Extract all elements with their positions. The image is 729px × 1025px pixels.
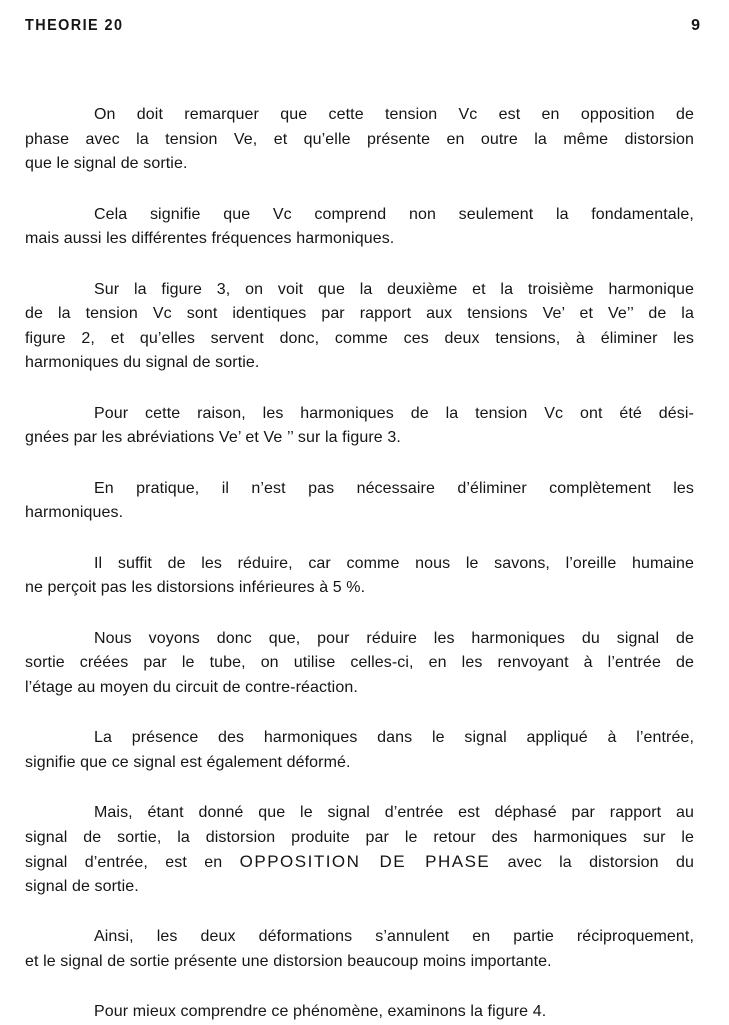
text-line: signal de sortie, la distorsion produite par le retour des harmoniques sur le: [25, 828, 695, 846]
text-line: Mais, étant donné que le signal d’entrée est déphasé par rapport au: [94, 804, 694, 821]
text-line: et le signal de sortie présente une distorsion beaucoup moins importante.: [25, 952, 552, 970]
paragraph: [25, 402, 694, 451]
paragraph: [25, 278, 694, 376]
text-line: l’étage au moyen du circuit de contre-réaction.: [25, 678, 358, 696]
text-line: Sur la figure 3, on voit que la deuxième et la troisième harmonique: [94, 280, 694, 298]
text-line: [25, 850, 694, 875]
text-line: mais aussi les différentes fréquences harmoniques.: [25, 230, 395, 247]
text-line: Il suffit de les réduire, car comme nous le savons, l’oreille humaine: [94, 554, 695, 572]
page-number: 9: [691, 17, 700, 34]
paragraph: [25, 726, 694, 775]
text-line: En pratique, il n’est pas nécessaire d’éliminer complètement les: [94, 479, 695, 497]
text-line: sortie créées par le tube, on utilise celles-ci, en les renvoyant à l’entrée de: [25, 654, 694, 671]
paragraph: [25, 477, 694, 526]
text-line: de la tension Vc sont identiques par rapport aux tensions Ve’ et Ve’’ de la: [25, 305, 694, 322]
text-line: gnées par les abréviations Ve’ et Ve ’’ sur la figure 3.: [25, 429, 401, 446]
emphasis-text: OPPOSITION DE PHASE: [239, 852, 491, 871]
text-line: harmoniques du signal de sortie.: [25, 354, 260, 371]
text-line: signifie que ce signal est également déformé.: [25, 753, 351, 771]
text-line: Pour cette raison, les harmoniques de la tension Vc ont été dési-: [94, 404, 694, 422]
paragraph: [25, 627, 694, 701]
text-line: Ainsi, les deux déformations s’annulent en partie réciproquement,: [94, 928, 694, 945]
text-line: figure 2, et qu’elles servent donc, comme ces deux tensions, à éliminer les: [25, 329, 695, 347]
document-body: [25, 103, 694, 1025]
text-line: phase avec la tension Ve, et qu’elle présente en outre la même distorsion: [25, 130, 695, 148]
paragraph: [25, 203, 694, 252]
paragraph: [25, 925, 694, 974]
text-line: que le signal de sortie.: [25, 155, 188, 172]
text-line: La présence des harmoniques dans le signal appliqué à l’entrée,: [94, 729, 695, 746]
text-line: Cela signifie que Vc comprend non seulement la fondamentale,: [94, 205, 694, 223]
chapter-title: THEORIE 20: [25, 17, 124, 34]
text-line: harmoniques.: [25, 504, 124, 521]
text-line: ne perçoit pas les distorsions inférieures à 5 %.: [25, 579, 366, 596]
text-segment: avec la distorsion du: [490, 854, 694, 871]
paragraph: [25, 103, 694, 177]
running-header: [25, 17, 632, 39]
text-line: signal de sortie.: [25, 877, 139, 895]
paragraph: [25, 552, 694, 601]
text-line: On doit remarquer que cette tension Vc est en opposition de: [94, 106, 695, 123]
paragraph: [25, 801, 694, 899]
text-line: Pour mieux comprendre ce phénomène, examinons la figure 4.: [94, 1003, 547, 1020]
paragraph: [25, 1000, 694, 1025]
text-line: Nous voyons donc que, pour réduire les harmoniques du signal de: [94, 629, 695, 647]
text-segment: signal d’entrée, est en: [25, 854, 240, 871]
